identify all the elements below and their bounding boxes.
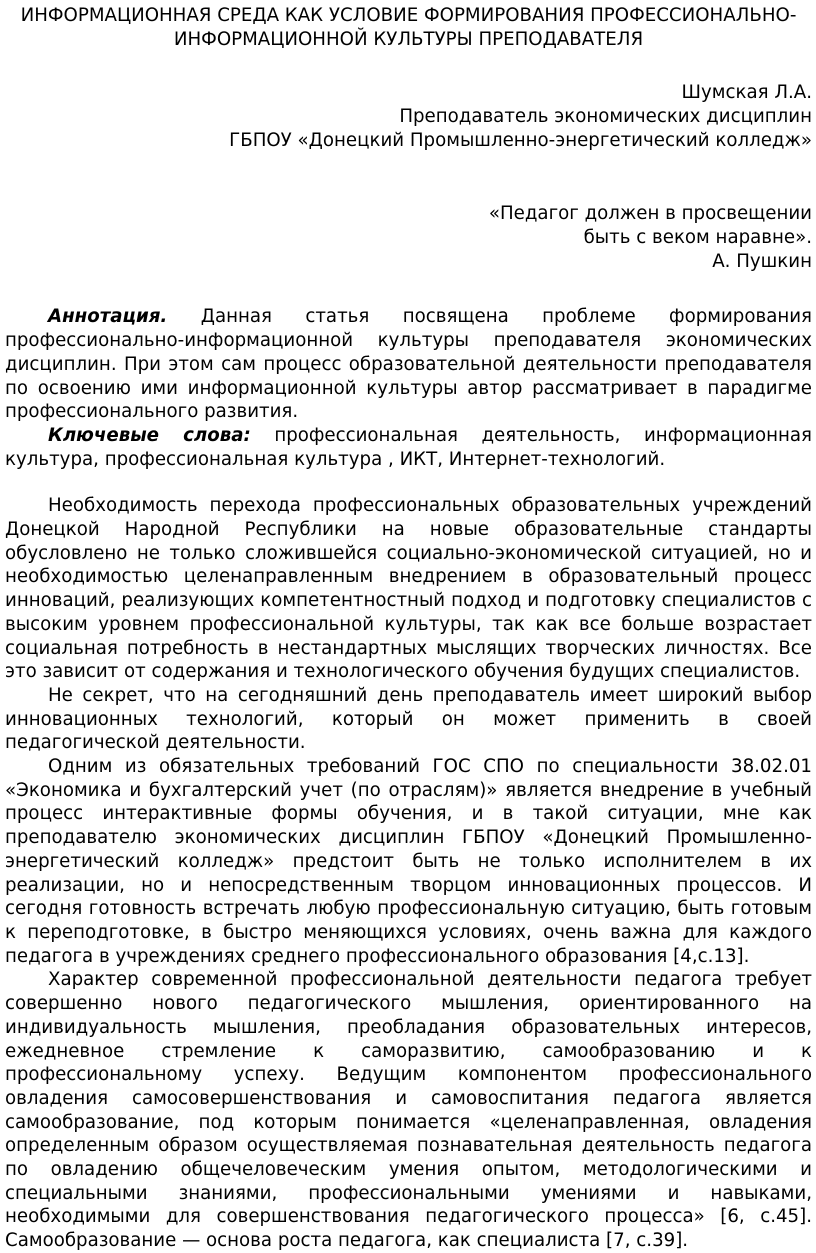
author-organization: ГБПОУ «Донецкий Промышленно-энергетический колледж» [229, 130, 812, 152]
keywords-paragraph [5, 424, 812, 471]
body-paragraph-4: Характер современной профессиональной деятельности педагога требует совершенно нового педагогического мышления, ориентированного на индивидуальность мышления, преобладания образовательных интересов, ежедневное стремление к саморазвитию, самообразованию и к профессиональному успеху. Ведущим компонентом профессионального овладения самосовершенствования и самовоспитания педагога является самообразование, под которым понимается «целенаправленная, овладения определенным образом осуществляемая познавательная деятельность педагога по овладению общечеловеческим умения опытом, методологическими и специальными знаниями, профессиональными умениями и навыками, необходимыми для совершенствования педагогического процесса» [6, с.45]. Самообразование — основа роста педагога, как специалиста [7, с.39]. [5, 969, 812, 1252]
body-paragraph-2: Не секрет, что на сегодняшний день преподаватель имеет широкий выбор инновационных технологий, который он может применить в своей педагогической деятельности. [5, 684, 812, 754]
body-text [5, 494, 812, 1253]
author-name: Шумская Л.А. [681, 82, 812, 104]
abstract-label: Аннотация. [48, 306, 168, 328]
epigraph-line-1: «Педагог должен в просвещении [488, 203, 812, 225]
keywords-label: Ключевые слова: [48, 424, 251, 446]
keywords-text: профессиональная деятельность, информационная культура, профессиональная культура , ИКТ, Интернет-технологий. [5, 424, 812, 470]
abstract-text: Данная статья посвящена проблеме формирования профессионально-информационной культуры преподавателя экономических дисциплин. При этом сам процесс образовательной деятельности преподавателя по освоению ими информационной культуры автор рассматривает в парадигме профессионального развития. [5, 306, 812, 423]
epigraph-line-2: быть с веком наравне». [583, 227, 812, 249]
body-paragraph-3: Одним из обязательных требований ГОС СПО по специальности 38.02.01 «Экономика и бухгалтерский учет (по отраслям)» является внедрение в учебный процесс интерактивные формы обучения, и в такой ситуации, мне как преподавателю экономических дисциплин ГБПОУ «Донецкий Промышленно-энергетический колледж» предстоит быть не только исполнителем в их реализации, но и непосредственным творцом инновационных процессов. И сегодня готовность встречать любую профессиональную ситуацию, быть готовым к переподготовке, в быстро меняющихся условиях, очень важна для каждого педагога в учреждениях среднего профессионального образования [4,с.13]. [5, 756, 812, 967]
epigraph-attribution: А. Пушкин [712, 251, 812, 273]
author-block [5, 81, 812, 153]
document-title: ИНФОРМАЦИОННАЯ СРЕДА КАК УСЛОВИЕ ФОРМИРОВАНИЯ ПРОФЕССИОНАЛЬНО-ИНФОРМАЦИОННОЙ КУЛЬТУРЫ ПРЕПОДАВАТЕЛЯ [20, 5, 797, 50]
author-position: Преподаватель экономических дисциплин [399, 106, 812, 128]
abstract-paragraph [5, 305, 812, 424]
abstract-section [5, 305, 812, 471]
epigraph [5, 202, 812, 274]
body-paragraph-1: Необходимость перехода профессиональных образовательных учреждений Донецкой Народной Республики на новые образовательные стандарты обусловлено не только сложившейся социально-экономической ситуацией, но и необходимостью целенаправленным внедрением в образовательный процесс инноваций, реализующих компетентностный подход и подготовку специалистов с высоким уровнем профессиональной культуры, так как все больше возрастает социальная потребность в нестандартных мыслящих творческих личностях. Все это зависит от содержания и технологического обучения будущих специалистов. [5, 495, 812, 683]
